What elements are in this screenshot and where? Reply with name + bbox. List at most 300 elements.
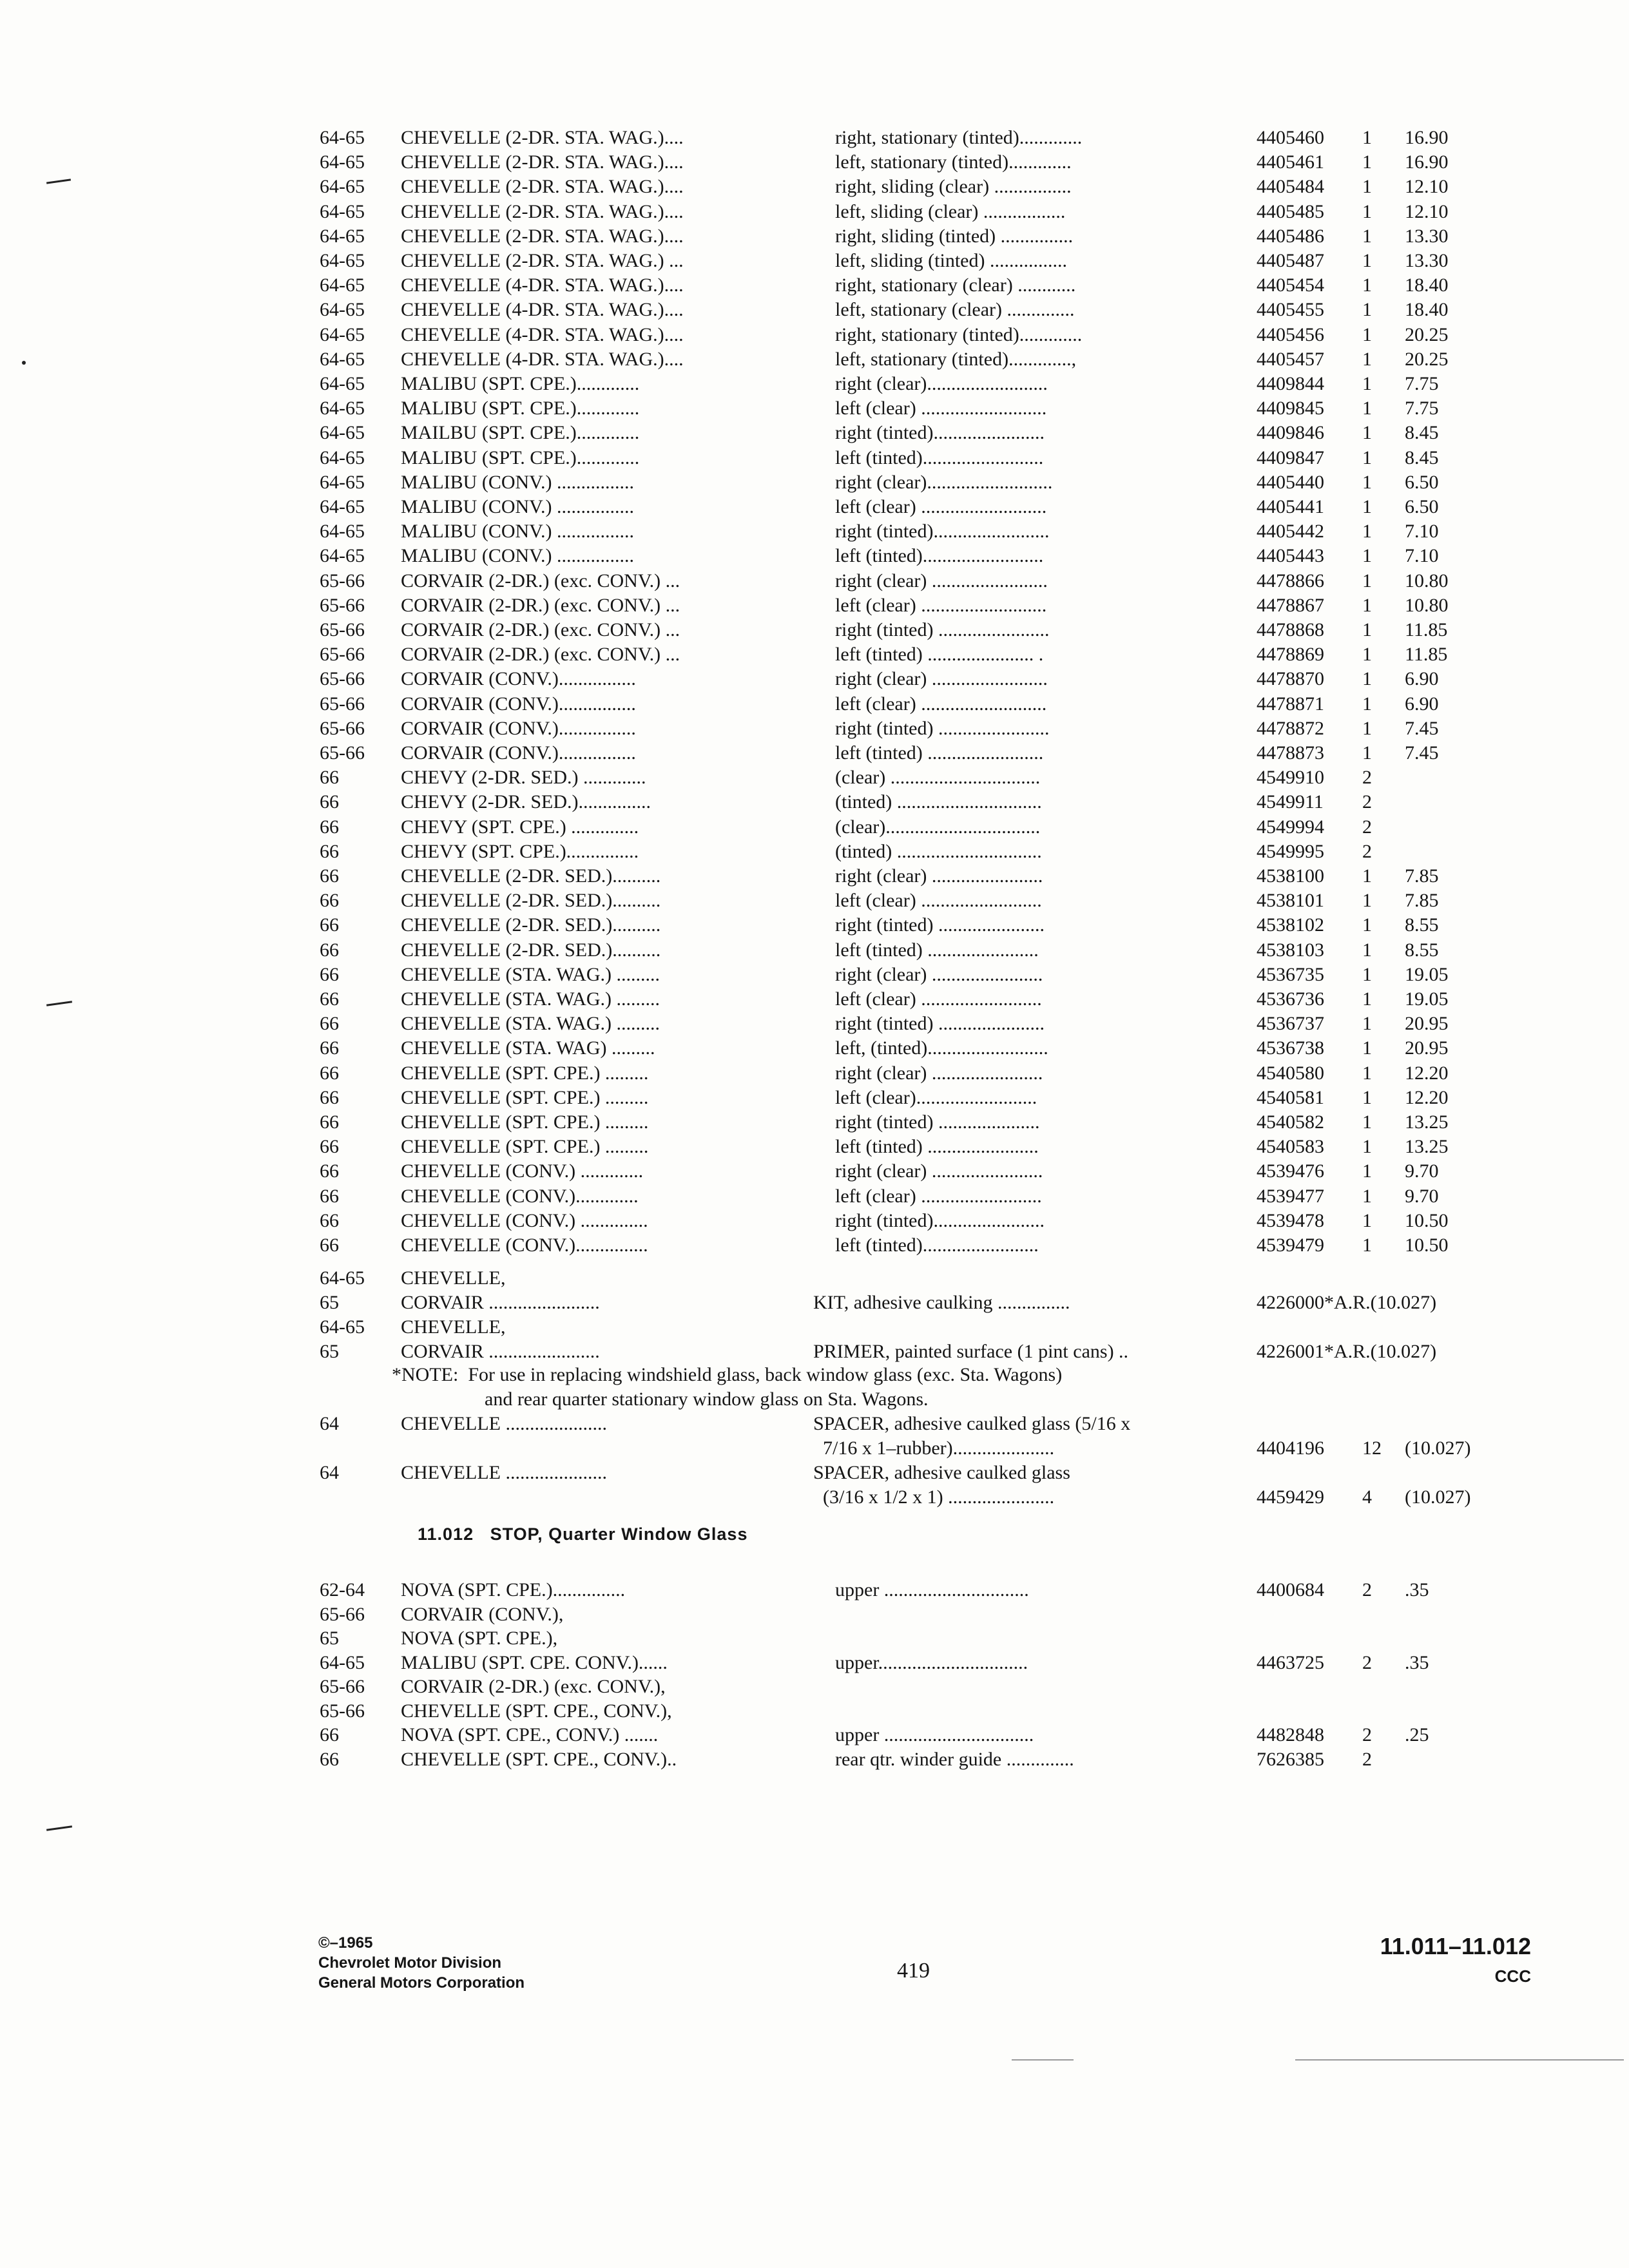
part-number-cell: 4405457 [1257,348,1324,370]
part-number-cell: 4538102 [1257,914,1324,936]
quantity-cell: 4 [1362,1486,1372,1508]
model-cell: CHEVELLE (2-DR. SED.).......... [401,865,661,887]
price-cell: 8.55 [1405,914,1439,936]
table-row [0,1184,1629,1209]
model-cell: CHEVELLE (SPT. CPE.) ......... [401,1136,649,1158]
division-line: Chevrolet Motor Division [318,1954,502,1972]
table-row [0,937,1629,963]
price-cell: 8.55 [1405,939,1439,961]
price-cell: (10.027) [1405,1486,1471,1508]
catalog-code: CCC [1494,1966,1531,1986]
quantity-cell: 1 [1362,323,1372,345]
model-cell: CHEVELLE, [401,1267,506,1289]
table-row [0,174,1629,200]
model-cell: MALIBU (CONV.) ................ [401,471,634,493]
year-cell: 64-65 [320,1316,365,1338]
model-cell: CHEVELLE (2-DR. STA. WAG.) ... [401,250,684,271]
table-row [0,396,1629,421]
part-number-cell: 4405440 [1257,471,1324,493]
model-cell: CHEVELLE (4-DR. STA. WAG.).... [401,299,684,321]
quantity-cell: 1 [1362,570,1372,591]
price-cell: 7.85 [1405,890,1439,912]
model-cell: NOVA (SPT. CPE., CONV.) ....... [401,1724,659,1745]
price-cell: 6.50 [1405,471,1439,493]
quantity-cell: 1 [1362,1235,1372,1256]
year-cell: 65-66 [320,742,365,764]
part-number-cell: 4478872 [1257,717,1324,739]
description-cell: left, stationary (tinted)............., [835,348,1077,370]
part-number-cell: 4538103 [1257,939,1324,961]
model-cell: MALIBU (CONV.) ................ [401,521,634,543]
quantity-cell: 1 [1362,1111,1372,1133]
price-cell: 6.90 [1405,668,1439,690]
model-cell: CHEVELLE (2-DR. SED.).......... [401,939,661,961]
model-cell: CHEVELLE (SPT. CPE.) ......... [401,1086,649,1108]
price-cell: 13.25 [1405,1111,1449,1133]
part-number-cell: 4463725 [1257,1651,1324,1673]
year-cell: 64-65 [320,250,365,271]
table-row [0,445,1629,471]
model-cell: CORVAIR (2-DR.) (exc. CONV.) ... [401,644,680,666]
quantity-cell: 2 [1362,1748,1372,1770]
description-cell: rear qtr. winder guide .............. [835,1748,1074,1770]
model-cell: CHEVELLE (2-DR. SED.).......... [401,914,661,936]
part-number-cell: 4400684 [1257,1579,1324,1600]
part-number-cell: 4409846 [1257,422,1324,444]
year-cell: 64-65 [320,299,365,321]
quantity-cell: 2 [1362,816,1372,838]
description-cell: left (clear) .......................... [835,594,1047,616]
quantity-cell: 1 [1362,200,1372,222]
price-cell: 18.40 [1405,274,1449,296]
model-cell: CORVAIR (2-DR.) (exc. CONV.), [401,1676,666,1697]
part-number-cell: 4539477 [1257,1185,1324,1207]
year-cell: 66 [320,1037,339,1059]
year-cell: 65-66 [320,668,365,690]
part-number-cell: 4405454 [1257,274,1324,296]
description-cell: left (tinted)......................... [835,447,1044,468]
quantity-cell: 1 [1362,225,1372,247]
year-cell: 66 [320,840,339,862]
table-row [0,593,1629,619]
description-cell: right (clear).......................... [835,471,1053,493]
part-number-cell: 4539476 [1257,1160,1324,1182]
description-cell: right, stationary (tinted)............. [835,323,1083,345]
description-cell: right (tinted)....................... [835,422,1045,444]
price-cell: 7.85 [1405,865,1439,887]
quantity-cell: 1 [1362,644,1372,666]
model-cell: MALIBU (CONV.) ................ [401,496,634,517]
description-cell: right (clear)......................... [835,373,1048,394]
quantity-cell: 1 [1362,963,1372,985]
copyright-line: ©–1965 [318,1934,373,1952]
description-cell: left, sliding (clear) ................. [835,200,1066,222]
description-cell: left (clear)......................... [835,1086,1037,1108]
table-row [0,1485,1629,1510]
price-cell: 10.50 [1405,1235,1449,1256]
part-number-cell: 4540580 [1257,1062,1324,1084]
description-cell: right (tinted) ..................... [835,1111,1040,1133]
model-cell: CHEVELLE (4-DR. STA. WAG.).... [401,348,684,370]
margin-mark [46,1825,72,1831]
table-row [0,470,1629,495]
price-cell: 12.10 [1405,200,1449,222]
quantity-cell: 1 [1362,594,1372,616]
model-cell: CHEVY (SPT. CPE.)............... [401,840,639,862]
price-cell: .35 [1405,1579,1429,1600]
quantity-cell: 2 [1362,1724,1372,1745]
part-number-cell: 4409847 [1257,447,1324,468]
part-number-cell: 4536737 [1257,1013,1324,1035]
part-number-cell: 4409844 [1257,373,1324,394]
section-range: 11.011–11.012 [1380,1933,1531,1959]
description-cell: KIT, adhesive caulking ............... [813,1292,1070,1313]
part-number-cell: 4478870 [1257,668,1324,690]
year-cell: 66 [320,963,339,985]
part-number-cell: 4478868 [1257,619,1324,640]
table-row [0,543,1629,569]
model-cell: CHEVELLE (CONV.)............... [401,1235,648,1256]
year-cell: 64-65 [320,151,365,173]
table-row [0,224,1629,249]
table-row [0,1233,1629,1258]
price-cell: 18.40 [1405,299,1449,321]
table-row [0,519,1629,544]
quantity-cell: 1 [1362,619,1372,640]
description-cell: right (tinted)........................ [835,521,1050,543]
quantity-cell: 2 [1362,791,1372,813]
quantity-cell: 1 [1362,521,1372,543]
description-cell: (tinted) .............................. [835,840,1042,862]
table-row [0,125,1629,151]
table-row [0,273,1629,298]
table-row [0,1134,1629,1160]
table-row [0,1339,1629,1365]
year-cell: 64-65 [320,323,365,345]
price-cell: 10.50 [1405,1209,1449,1231]
price-cell: 7.75 [1405,373,1439,394]
model-cell: CHEVELLE ..................... [401,1413,607,1434]
note-line-2: and rear quarter stationary window glass on Sta. Wagons. [485,1389,929,1410]
part-number-cell: 4549994 [1257,816,1324,838]
description-cell: right (clear) ....................... [835,865,1043,887]
table-row [0,839,1629,865]
table-row [0,814,1629,840]
table-row [0,1460,1629,1486]
year-cell: 66 [320,865,339,887]
year-cell: 65-66 [320,717,365,739]
year-cell: 64-65 [320,1651,365,1673]
description-cell: left (tinted) ...................... . [835,644,1044,666]
model-cell: CHEVELLE (2-DR. STA. WAG.).... [401,176,684,198]
model-cell: CORVAIR (2-DR.) (exc. CONV.) ... [401,570,680,591]
year-cell: 65-66 [320,594,365,616]
price-cell: 13.25 [1405,1136,1449,1158]
description-cell: left (tinted)........................ [835,1235,1039,1256]
part-number-cell: 4538100 [1257,865,1324,887]
price-cell: 9.70 [1405,1160,1439,1182]
year-cell: 66 [320,1160,339,1182]
model-cell: CHEVELLE (SPT. CPE., CONV.), [401,1700,672,1722]
description-cell: left (tinted) ....................... [835,939,1039,961]
note-line-1: *NOTE: For use in replacing windshield glass, back window glass (exc. Sta. Wagons) [392,1364,1063,1385]
model-cell: CHEVELLE ..................... [401,1462,607,1483]
year-cell: 66 [320,1062,339,1084]
model-cell: CHEVELLE (2-DR. SED.).......... [401,890,661,912]
description-cell: right (clear) ....................... [835,1062,1043,1084]
year-cell: 66 [320,791,339,813]
table-row [0,1674,1629,1700]
price-cell: 20.25 [1405,323,1449,345]
model-cell: NOVA (SPT. CPE.)............... [401,1579,626,1600]
model-cell: CHEVY (2-DR. SED.)............... [401,791,651,813]
model-cell: CHEVELLE (4-DR. STA. WAG.).... [401,274,684,296]
table-row [0,666,1629,692]
quantity-cell: 1 [1362,299,1372,321]
model-cell: MALIBU (SPT. CPE.)............. [401,447,640,468]
description-cell: right, sliding (tinted) ............... [835,225,1074,247]
table-row [0,1011,1629,1037]
price-cell: 12.10 [1405,176,1449,198]
table-row [0,1722,1629,1748]
section-heading: 11.012 STOP, Quarter Window Glass [418,1524,748,1544]
table-row [0,1061,1629,1086]
table-row [0,420,1629,446]
year-cell: 66 [320,767,339,789]
description-cell: left (clear) ......................... [835,1185,1042,1207]
table-row [0,765,1629,791]
year-cell: 66 [320,939,339,961]
year-cell: 66 [320,914,339,936]
year-cell: 64-65 [320,521,365,543]
part-number-cell: 7626385 [1257,1748,1324,1770]
year-cell: 66 [320,1111,339,1133]
description-cell: left (clear) ......................... [835,890,1042,912]
table-row [0,1577,1629,1603]
year-cell: 65-66 [320,1700,365,1722]
description-cell: upper ............................... [835,1724,1034,1745]
table-row [0,248,1629,274]
part-number-cell: 4226000*A.R.(10.027) [1257,1292,1437,1313]
model-cell: CHEVELLE (CONV.)............. [401,1185,639,1207]
description-cell: left, stationary (clear) .............. [835,299,1075,321]
description-cell: right (tinted) ...................... [835,1013,1045,1035]
price-cell: 10.80 [1405,594,1449,616]
description-cell: right (tinted) ...................... [835,914,1045,936]
table-row [0,1265,1629,1291]
table-row [0,962,1629,988]
description-cell: right, sliding (clear) ................ [835,176,1072,198]
model-cell: CORVAIR (2-DR.) (exc. CONV.) ... [401,619,680,640]
price-cell: 7.10 [1405,521,1439,543]
year-cell: 66 [320,1086,339,1108]
year-cell: 64-65 [320,496,365,517]
model-cell: CHEVELLE (STA. WAG.) ......... [401,963,660,985]
description-cell: (tinted) .............................. [835,791,1042,813]
footer-publisher [318,1933,525,1993]
description-cell: left, stationary (tinted)............. [835,151,1072,173]
quantity-cell: 1 [1362,176,1372,198]
model-cell: CHEVELLE (STA. WAG.) ......... [401,1013,660,1035]
model-cell: MALIBU (SPT. CPE. CONV.)...... [401,1651,668,1673]
model-cell: CHEVELLE, [401,1316,506,1338]
year-cell: 64 [320,1413,339,1434]
year-cell: 64-65 [320,545,365,567]
table-row [0,1035,1629,1061]
price-cell: 7.75 [1405,398,1439,419]
table-row [0,986,1629,1012]
price-cell: .25 [1405,1724,1429,1745]
table-row [0,1698,1629,1724]
part-number-cell: 4549995 [1257,840,1324,862]
year-cell: 66 [320,1209,339,1231]
quantity-cell: 1 [1362,447,1372,468]
quantity-cell: 1 [1362,127,1372,148]
part-number-cell: 4405441 [1257,496,1324,517]
model-cell: CHEVY (SPT. CPE.) .............. [401,816,639,838]
model-cell: MAILBU (SPT. CPE.)............. [401,422,640,444]
year-cell: 66 [320,816,339,838]
price-cell: .35 [1405,1651,1429,1673]
table-row [0,740,1629,766]
price-cell: 6.90 [1405,693,1439,715]
year-cell: 65 [320,1292,339,1313]
description-cell: PRIMER, painted surface (1 pint cans) .. [813,1341,1129,1362]
description-cell: right, stationary (clear) ............ [835,274,1076,296]
year-cell: 66 [320,1185,339,1207]
model-cell: CHEVELLE (2-DR. STA. WAG.).... [401,127,684,148]
description-cell: 7/16 x 1–rubber)..................... [813,1437,1055,1459]
description-cell: right (tinted) ....................... [835,619,1050,640]
description-cell: right (clear) ........................ [835,570,1048,591]
part-number-cell: 4405455 [1257,299,1324,321]
year-cell: 66 [320,1724,339,1745]
table-row [0,322,1629,348]
description-cell: right (clear) ....................... [835,963,1043,985]
description-cell: upper .............................. [835,1579,1029,1600]
year-cell: 65-66 [320,1676,365,1697]
model-cell: CORVAIR (CONV.)................ [401,693,636,715]
quantity-cell: 1 [1362,865,1372,887]
table-row [0,789,1629,815]
price-cell: 7.45 [1405,717,1439,739]
description-cell: upper............................... [835,1651,1028,1673]
table-row [0,1085,1629,1111]
model-cell: MALIBU (SPT. CPE.)............. [401,373,640,394]
description-cell: SPACER, adhesive caulked glass [813,1462,1070,1483]
price-cell: (10.027) [1405,1437,1471,1459]
quantity-cell: 1 [1362,151,1372,173]
quantity-cell: 1 [1362,1209,1372,1231]
part-number-cell: 4405486 [1257,225,1324,247]
model-cell: CHEVY (2-DR. SED.) ............. [401,767,646,789]
price-cell: 20.95 [1405,1037,1449,1059]
description-cell: right (clear) ....................... [835,1160,1043,1182]
year-cell: 66 [320,1136,339,1158]
description-cell: left (clear) ......................... [835,988,1042,1010]
part-number-cell: 4405484 [1257,176,1324,198]
year-cell: 66 [320,1748,339,1770]
table-row [0,1436,1629,1461]
description-cell: left, (tinted)......................... [835,1037,1048,1059]
year-cell: 64 [320,1462,339,1483]
price-cell: 16.90 [1405,127,1449,148]
quantity-cell: 1 [1362,274,1372,296]
quantity-cell: 2 [1362,767,1372,789]
year-cell: 64-65 [320,447,365,468]
table-row [0,297,1629,323]
table-row [0,1650,1629,1676]
year-cell: 65-66 [320,693,365,715]
model-cell: CORVAIR (CONV.)................ [401,717,636,739]
description-cell: (clear)................................ [835,816,1041,838]
price-cell: 11.85 [1405,644,1448,666]
part-number-cell: 4409845 [1257,398,1324,419]
year-cell: 64-65 [320,1267,365,1289]
description-cell: (clear) ............................... [835,767,1041,789]
price-cell: 16.90 [1405,151,1449,173]
year-cell: 65-66 [320,1603,365,1625]
part-number-cell: 4459429 [1257,1486,1324,1508]
quantity-cell: 1 [1362,668,1372,690]
part-number-cell: 4405442 [1257,521,1324,543]
quantity-cell: 1 [1362,1086,1372,1108]
quantity-cell: 2 [1362,1651,1372,1673]
scan-rule [1295,2059,1624,2061]
part-number-cell: 4540581 [1257,1086,1324,1108]
model-cell: CORVAIR ....................... [401,1341,600,1362]
price-cell: 13.30 [1405,250,1449,271]
table-row [0,568,1629,594]
year-cell: 64-65 [320,200,365,222]
description-cell: left (tinted) ....................... [835,1136,1039,1158]
description-cell: left (clear) .......................... [835,398,1047,419]
model-cell: CHEVELLE (SPT. CPE., CONV.).. [401,1748,677,1770]
part-number-cell: 4478869 [1257,644,1324,666]
year-cell: 64-65 [320,422,365,444]
part-number-cell: 4478866 [1257,570,1324,591]
year-cell: 64-65 [320,373,365,394]
description-cell: right, stationary (tinted)............. [835,127,1083,148]
part-number-cell: 4536738 [1257,1037,1324,1059]
model-cell: CORVAIR (CONV.)................ [401,668,636,690]
model-cell: CORVAIR (2-DR.) (exc. CONV.) ... [401,594,680,616]
price-cell: 8.45 [1405,422,1439,444]
model-cell: CHEVELLE (SPT. CPE.) ......... [401,1111,649,1133]
quantity-cell: 2 [1362,1579,1372,1600]
part-number-cell: 4536736 [1257,988,1324,1010]
year-cell: 64-65 [320,398,365,419]
quantity-cell: 1 [1362,1037,1372,1059]
part-number-cell: 4405456 [1257,323,1324,345]
table-row [0,347,1629,372]
description-cell: left (clear) .......................... [835,693,1047,715]
table-row [0,617,1629,643]
model-cell: CHEVELLE (4-DR. STA. WAG.).... [401,323,684,345]
table-row [0,1110,1629,1135]
table-row [0,1602,1629,1628]
year-cell: 64-65 [320,348,365,370]
table-row [0,199,1629,225]
model-cell: CORVAIR (CONV.)................ [401,742,636,764]
quantity-cell: 1 [1362,717,1372,739]
quantity-cell: 1 [1362,422,1372,444]
part-number-cell: 4226001*A.R.(10.027) [1257,1341,1437,1362]
part-number-cell: 4538101 [1257,890,1324,912]
table-row [0,1626,1629,1651]
model-cell: CHEVELLE (STA. WAG) ......... [401,1037,655,1059]
table-row [0,888,1629,914]
